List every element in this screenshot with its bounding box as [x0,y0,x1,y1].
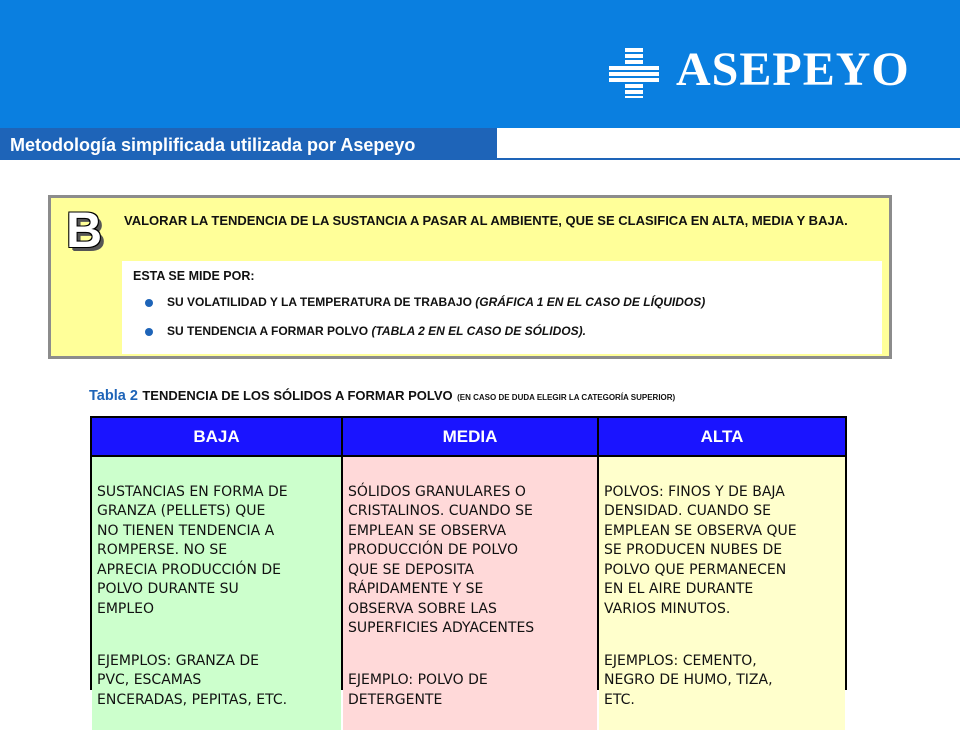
measurement-item-note: (GRÁFICA 1 EN EL CASO DE LÍQUIDOS) [475,295,706,309]
page-title: Metodología simplificada utilizada por Asepeyo [10,135,416,155]
column-header-high: ALTA [599,418,845,455]
column-header-low: BAJA [92,418,341,455]
measurement-item [167,324,586,338]
table-title: TENDENCIA DE LOS SÓLIDOS A FORMAR POLVO [142,388,453,403]
table-label: Tabla 2 [89,388,138,404]
cell-description: SUSTANCIAS EN FORMA DE GRANZA (PELLETS) QUE NO TIENEN TENDENCIA A ROMPERSE. NO SE APRECIA PRODUCCIÓN DE POLVO DURANTE SU EMPLEO [97,483,288,617]
bullet-dot-icon [145,328,153,336]
page-title-bar [0,128,497,160]
table-cell-medium [343,457,597,730]
asepeyo-cross-logo-icon [609,48,659,98]
bullet-dot-icon [145,299,153,307]
cell-example: EJEMPLOS: CEMENTO, NEGRO DE HUMO, TIZA, ETC. [604,652,773,708]
measurement-heading: ESTA SE MIDE POR: [133,269,255,283]
cell-description: SÓLIDOS GRANULARES O CRISTALINOS. CUANDO SE EMPLEAN SE OBSERVA PRODUCCIÓN DE POLVO QUE SE DEPOSITA RÁPIDAMENTE Y SE OBSERVA SOBRE LAS SUPERFICIES ADYACENTES [348,483,535,636]
column-header-medium: MEDIA [343,418,597,455]
section-letter: B [66,202,103,258]
header-banner [0,0,960,128]
table-cell-low [92,457,341,730]
cell-example: EJEMPLOS: GRANZA DE PVC, ESCAMAS ENCERADAS, PEPITAS, ETC. [97,652,288,708]
title-underline [497,158,960,160]
dust-tendency-table [90,416,847,708]
table-note: (EN CASO DE DUDA ELEGIR LA CATEGORÍA SUPERIOR) [457,393,676,402]
measurement-item [167,295,705,309]
cell-description: POLVOS: FINOS Y DE BAJA DENSIDAD. CUANDO SE EMPLEAN SE OBSERVA QUE SE PRODUCEN NUBES DE POLVO QUE PERMANECEN EN EL AIRE DURANTE VARIOS MINUTOS. [604,483,797,617]
measurement-item-text: SU TENDENCIA A FORMAR POLVO [167,324,369,338]
brand-name: ASEPEYO [676,43,910,96]
measurement-panel [122,261,882,354]
table-caption [89,387,675,405]
cell-example: EJEMPLO: POLVO DE DETERGENTE [348,672,488,708]
section-description: VALORAR LA TENDENCIA DE LA SUSTANCIA A PASAR AL AMBIENTE, QUE SE CLASIFICA EN ALTA, MEDIA Y BAJA. [124,213,848,228]
table-cell-high [599,457,845,730]
measurement-item-note: (TABLA 2 EN EL CASO DE SÓLIDOS). [371,324,586,338]
measurement-item-text: SU VOLATILIDAD Y LA TEMPERATURA DE TRABAJO [167,295,472,309]
section-b-box [48,195,892,359]
